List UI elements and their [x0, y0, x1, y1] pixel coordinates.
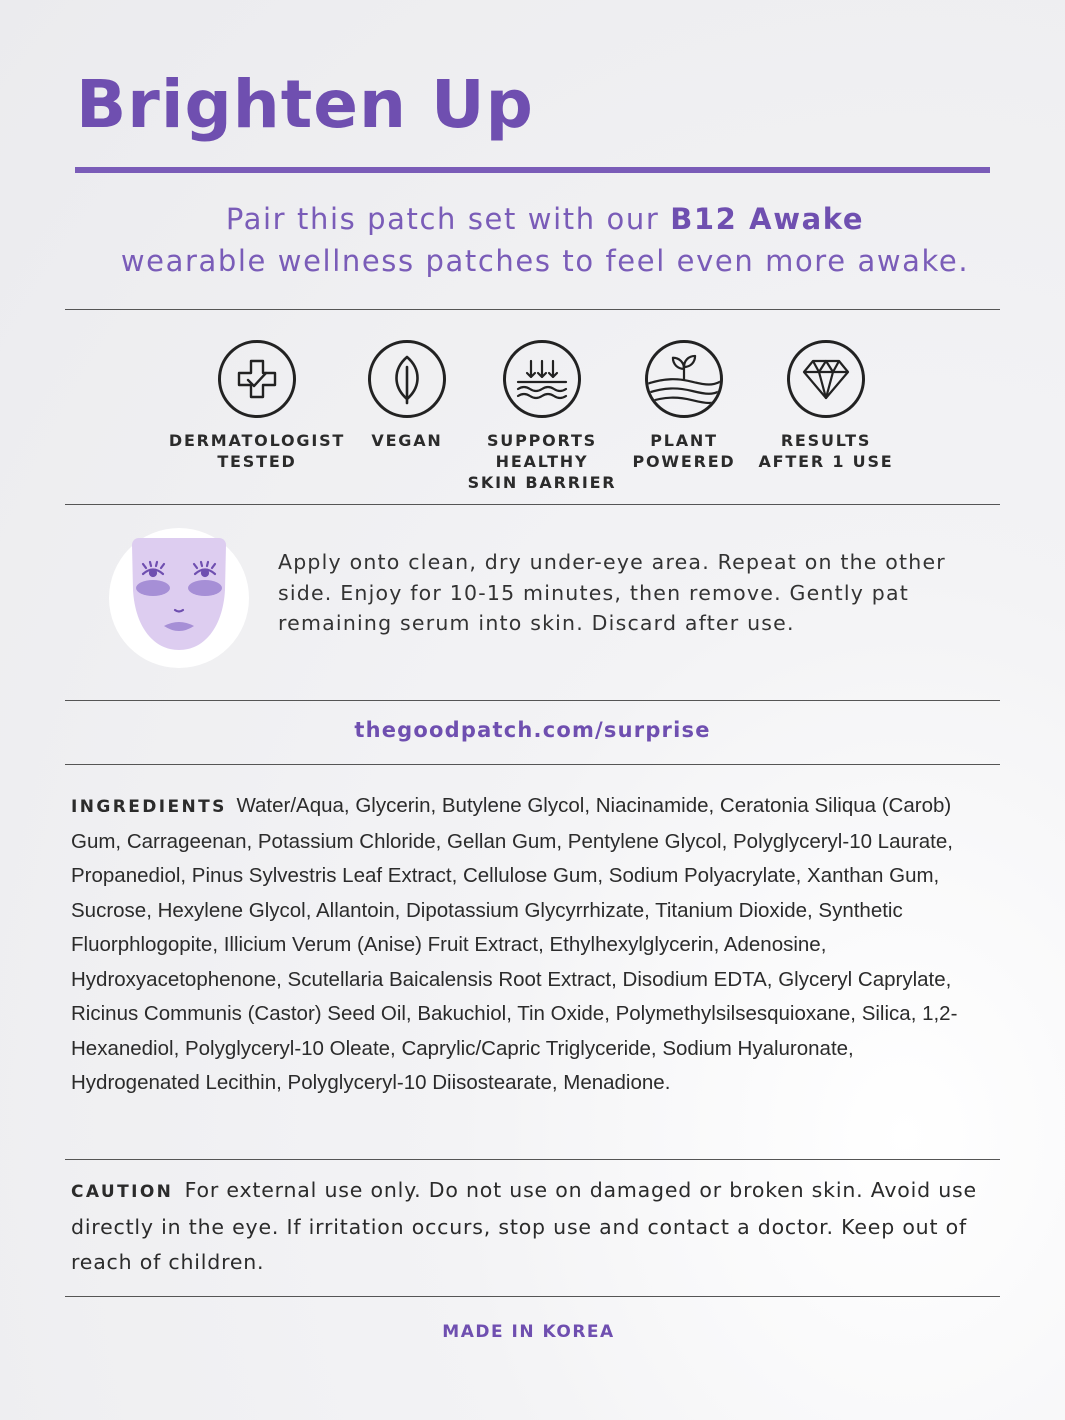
skin-barrier-icon	[503, 340, 581, 418]
pairing-prefix: Pair this patch set with our	[225, 202, 671, 236]
badge-label: VEGAN	[371, 431, 443, 450]
badge-results-after-one-use	[736, 340, 916, 472]
website-link[interactable]: thegoodpatch.com/surprise	[354, 718, 711, 742]
directions-text: Apply onto clean, dry under-eye area. Repeat on the other side. Enjoy for 10-15 minutes, then remove. Gently pat remaining serum into skin. Discard after use.	[278, 550, 946, 635]
badge-label: DERMATOLOGIST TESTED	[168, 431, 346, 471]
pairing-suffix: wearable wellness patches to feel even more awake.	[120, 244, 970, 278]
face-with-eye-patches-icon	[109, 528, 249, 668]
badge-label: PLANT POWERED	[632, 431, 736, 471]
ingredients-section	[71, 789, 986, 1101]
diamond-icon	[787, 340, 865, 418]
ingredients-list: Water/Aqua, Glycerin, Butylene Glycol, Niacinamide, Ceratonia Siliqua (Carob) Gum, Carrageenan, Potassium Chloride, Gellan Gum, Pentylene Glycol, Polyglyceryl-10 Laurate, Propanediol, Pinus Sylvestris Leaf Extract, Cellulose Gum, Sodium Polyacrylate, Xanthan Gum, Sucrose, Hexylene Glycol, Allantoin, Dipotassium Glycyrrhizate, Titanium Dioxide, Synthetic Fluorphlogopite, Illicium Verum (Anise) Fruit Extract, Ethylhexylglycerin, Adenosine, Hydroxyacetophenone, Scutellaria Baicalensis Root Extract, Disodium EDTA, Glyceryl Caprylate, Ricinus Communis (Castor) Seed Oil, Bakuchiol, Tin Oxide, Polymethylsilsesquioxane, Silica, 1,2-Hexanediol, Polyglyceryl-10 Oleate, Caprylic/Capric Triglyceride, Sodium Hyaluronate, Hydrogenated Lecithin, Polyglyceryl-10 Diisostearate, Menadione.	[71, 794, 958, 1094]
pairing-note	[80, 198, 1010, 282]
sprout-icon	[645, 340, 723, 418]
divider	[65, 764, 1000, 765]
page-title: Brighten Up	[76, 66, 534, 143]
divider	[65, 700, 1000, 701]
origin-label: MADE IN KOREA	[442, 1322, 615, 1342]
ingredients-label: INGREDIENTS	[71, 797, 227, 817]
divider	[65, 309, 1000, 310]
divider	[65, 504, 1000, 505]
medical-cross-icon	[218, 340, 296, 418]
caution-label: CAUTION	[71, 1182, 174, 1202]
pairing-product: B12 Awake	[670, 202, 865, 236]
badge-label: SUPPORTS HEALTHY SKIN BARRIER	[467, 431, 617, 492]
caution-text: For external use only. Do not use on damaged or broken skin. Avoid use directly in the eye. If irritation occurs, stop use and contact a doctor. Keep out of reach of children.	[71, 1178, 977, 1274]
badge-label: RESULTS AFTER 1 USE	[758, 431, 894, 471]
divider	[65, 1296, 1000, 1297]
title-underline	[75, 167, 990, 173]
divider	[65, 1159, 1000, 1160]
caution-section	[71, 1173, 986, 1280]
leaf-icon	[368, 340, 446, 418]
